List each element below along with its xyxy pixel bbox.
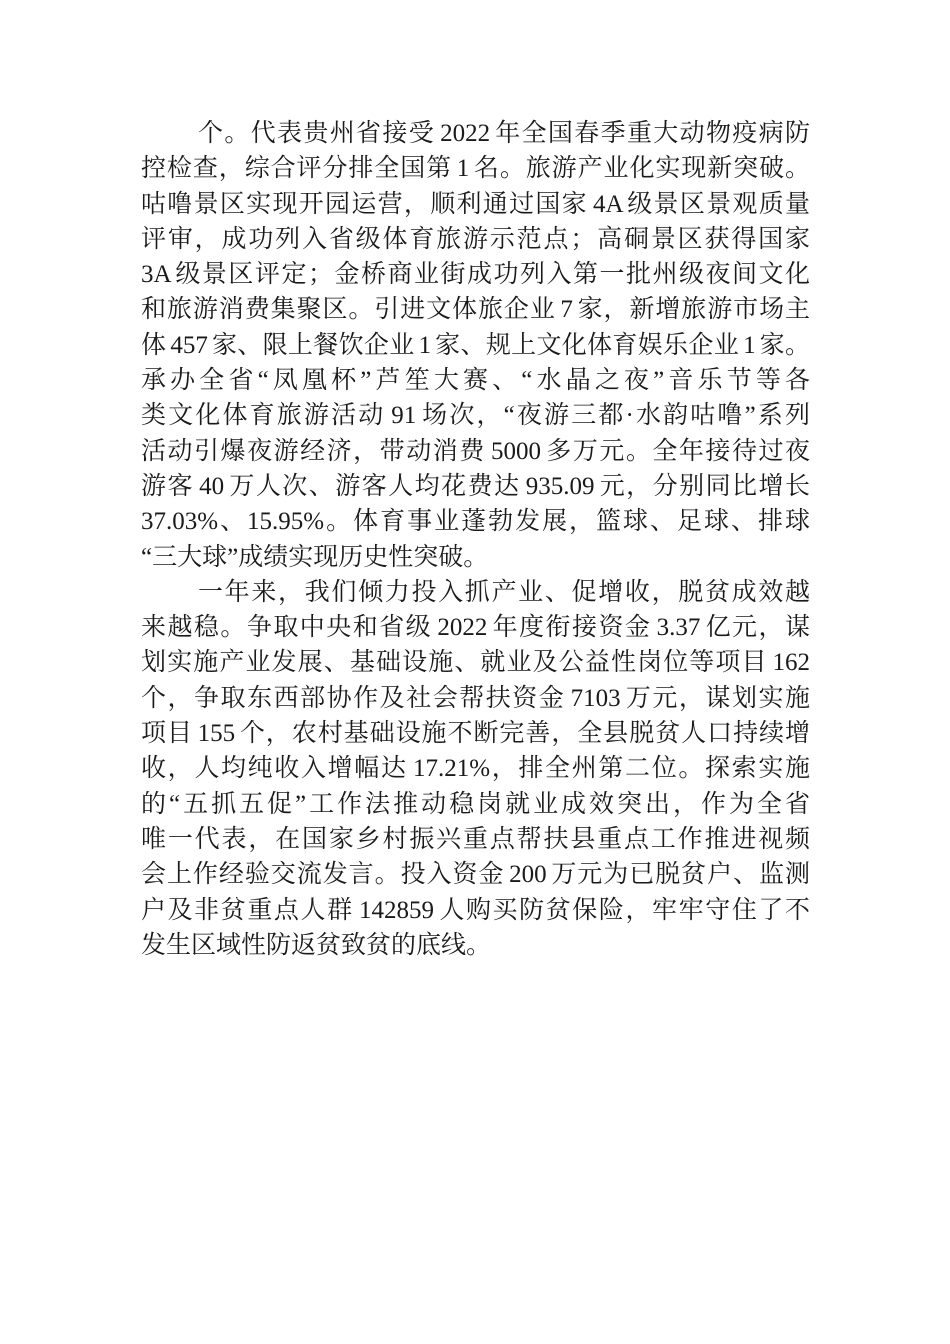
text-line-3: 咕噜景区实现开园运营，顺利通过国家 4A 级景区景观质量 — [141, 190, 810, 218]
text-line-19: 收，人均纯收入增幅达 17.21%，排全州第二位。探索实施 — [141, 755, 810, 783]
text-line-2: 控检查，综合评分排全国第 1 名。旅游产业化实现新突破。 — [141, 155, 810, 183]
text-line-20: 的“五抓五促”工作法推动稳岗就业成效突出，作为全省 — [141, 790, 810, 818]
text-line-22: 会上作经验交流发言。投入资金 200 万元为已脱贫户、监测 — [141, 861, 810, 889]
text-line-10: 活动引爆夜游经济，带动消费 5000 多万元。全年接待过夜 — [141, 437, 810, 465]
text-line-15: 来越稳。争取中央和省级 2022 年度衔接资金 3.37 亿元，谋 — [141, 614, 810, 642]
text-line-1: 个。代表贵州省接受 2022 年全国春季重大动物疫病防 — [198, 120, 810, 147]
text-line-13: “三大球”成绩实现历史性突破。 — [141, 543, 489, 571]
text-line-16: 划实施产业发展、基础设施、就业及公益性岗位等项目 162 — [141, 649, 810, 677]
text-line-5: 3A 级景区评定；金桥商业街成功列入第一批州级夜间文化 — [141, 261, 810, 289]
text-line-23: 户及非贫重点人群 142859 人购买防贫保险，牢牢守住了不 — [141, 896, 810, 924]
text-line-21: 唯一代表，在国家乡村振兴重点帮扶县重点工作推进视频 — [141, 825, 810, 853]
text-line-12: 37.03%、15.95%。体育事业蓬勃发展，篮球、足球、排球 — [141, 508, 810, 536]
report-text-block — [141, 116, 810, 963]
text-line-9: 类文化体育旅游活动 91 场次，“夜游三都·水韵咕噜”系列 — [141, 402, 810, 430]
text-line-6: 和旅游消费集聚区。引进文体旅企业 7 家，新增旅游市场主 — [141, 296, 810, 324]
text-line-24: 发生区域性防返贫致贫的底线。 — [141, 931, 492, 959]
text-line-4: 评审，成功列入省级体育旅游示范点；高硐景区获得国家 — [141, 225, 810, 253]
text-line-17: 个，争取东西部协作及社会帮扶资金 7103 万元，谋划实施 — [141, 684, 810, 712]
text-line-14: 一年来，我们倾力投入抓产业、促增收，脱贫成效越 — [198, 578, 810, 606]
text-line-11: 游客 40 万人次、游客人均花费达 935.09 元，分别同比增长 — [141, 472, 810, 500]
text-line-7: 体 457 家、限上餐饮企业 1 家、规上文化体育娱乐企业 1 家。 — [141, 331, 810, 359]
text-line-8: 承办全省“凤凰杯”芦笙大赛、“水晶之夜”音乐节等各 — [141, 367, 810, 395]
text-line-18: 项目 155 个，农村基础设施不断完善，全县脱贫人口持续增 — [141, 720, 810, 748]
